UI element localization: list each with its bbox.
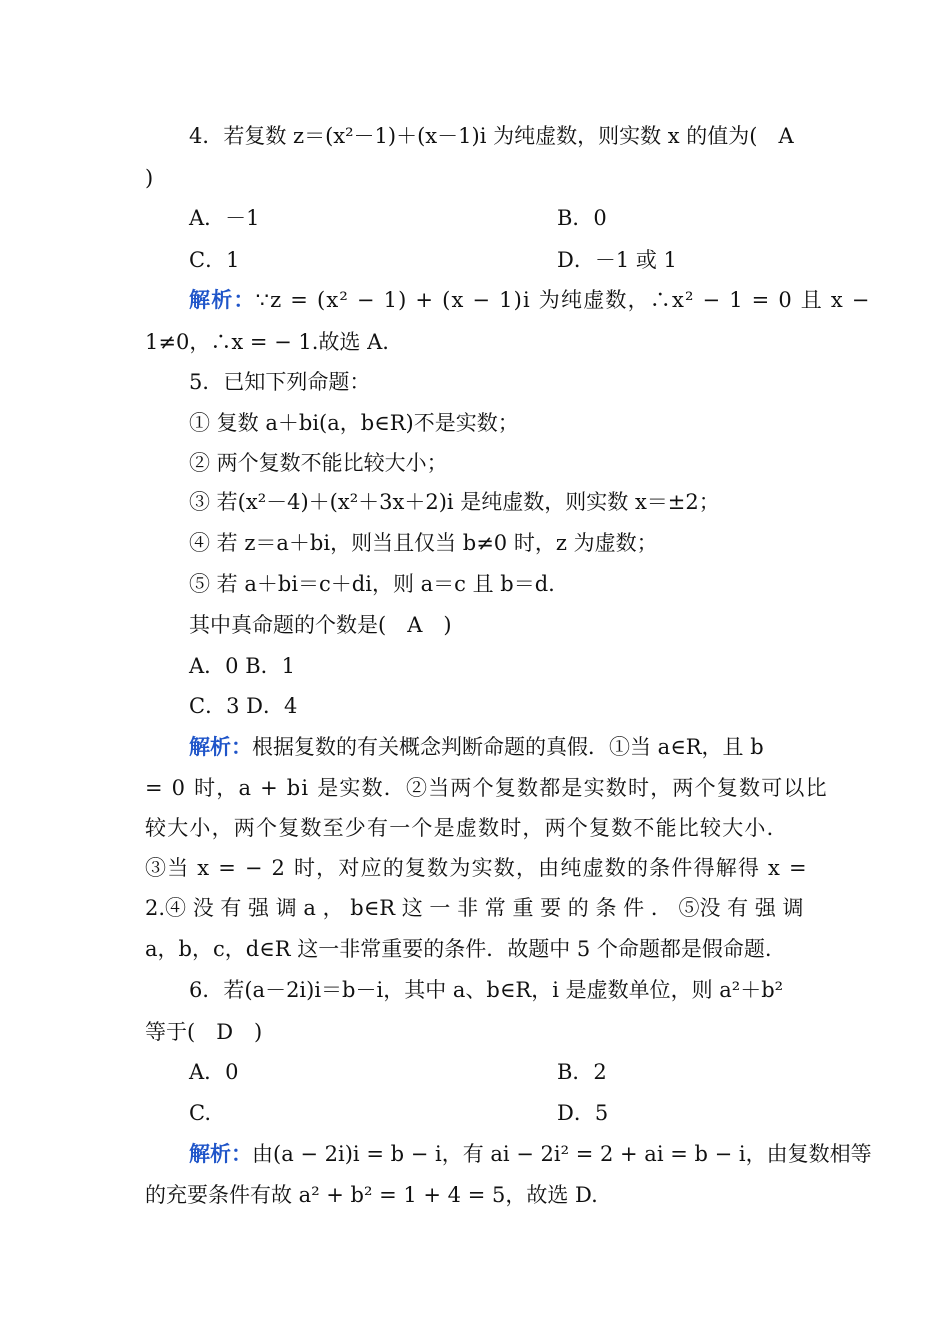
q6-options-row1: [189, 1058, 854, 1086]
q6-solution-line1: [189, 1140, 872, 1168]
q6-solution-line2: 的充要条件有故 a² + b² = 1 + 4 = 5，故选 D.: [145, 1183, 598, 1207]
q5-solution-line3: 较大小，两个复数至少有一个是虚数时，两个复数不能比较大小．: [145, 816, 789, 840]
q5-solution-line6: a，b，c，d∈R 这一非常重要的条件．故题中 5 个命题都是假命题.: [145, 937, 772, 961]
q6-options-row2: [189, 1099, 854, 1127]
q5-solution-line5: 2.④ 没 有 强 调 a ， b∈R 这 一 非 常 重 要 的 条 件 ． ⑤没 有 强 调: [145, 896, 804, 920]
q4-solution-text1: ∵z = (x² − 1) + (x − 1)i 为纯虚数，∴x² − 1 = 0 且 x −: [255, 288, 871, 312]
q6-stem-line2: 等于( D ): [145, 1020, 263, 1044]
q5-ask: 其中真命题的个数是( A ): [189, 613, 452, 637]
q5-stem: 5．已知下列命题：: [189, 370, 371, 394]
q6-solution-text1: 由(a − 2i)i = b − i，有 ai − 2i² = 2 + ai = b − i，由复数相等: [252, 1142, 872, 1166]
q5-solution-line2: = 0 时，a + bi 是实数．②当两个复数都是实数时，两个复数可以比: [145, 776, 828, 800]
q4-option-d: D．－1 或 1: [557, 248, 677, 272]
q5-proposition-4: ④ 若 z＝a＋bi，则当且仅当 b≠0 时，z 为虚数；: [189, 531, 658, 555]
q4-option-c: C．1: [189, 248, 240, 272]
q5-proposition-5: ⑤ 若 a＋bi＝c＋di，则 a＝c 且 b＝d.: [189, 572, 555, 596]
q4-options-row2: [189, 246, 854, 274]
q4-option-b: B．0: [557, 206, 607, 230]
q4-options-row1: [189, 204, 854, 232]
q5-jiexi-label: 解析：: [189, 735, 252, 759]
q5-options-cd: C．3 D．4: [189, 694, 298, 718]
q4-jiexi-label: 解析：: [189, 288, 256, 312]
q4-solution-line1: [189, 286, 871, 314]
q5-proposition-3: ③ 若(x²－4)＋(x²＋3x＋2)i 是纯虚数，则实数 x＝±2；: [189, 490, 720, 514]
q6-option-b: B．2: [557, 1060, 607, 1084]
q6-option-c: C.: [189, 1101, 211, 1125]
q6-option-d: D．5: [557, 1101, 609, 1125]
q4-option-a: A．－1: [189, 206, 260, 230]
q6-jiexi-label: 解析：: [189, 1142, 252, 1166]
q5-proposition-1: ① 复数 a＋bi(a，b∈R)不是实数；: [189, 411, 519, 435]
q5-options-ab: A．0 B．1: [189, 654, 295, 678]
q4-stem-line1: 4．若复数 z＝(x²－1)＋(x－1)i 为纯虚数，则实数 x 的值为( A: [189, 124, 794, 148]
q6-stem-line1: 6．若(a－2i)i＝b－i，其中 a、b∈R，i 是虚数单位，则 a²＋b²: [189, 978, 784, 1002]
q5-solution-text1: 根据复数的有关概念判断命题的真假．①当 a∈R，且 b: [252, 735, 764, 759]
q4-solution-line2: 1≠0，∴x = − 1.故选 A.: [145, 330, 389, 354]
q5-solution-line1: [189, 733, 854, 761]
q4-stem-line2: ): [145, 166, 154, 190]
q6-option-a: A．0: [189, 1060, 239, 1084]
q5-proposition-2: ② 两个复数不能比较大小；: [189, 451, 448, 475]
q5-solution-line4: ③当 x = − 2 时，对应的复数为实数，由纯虚数的条件得解得 x =: [145, 856, 808, 880]
